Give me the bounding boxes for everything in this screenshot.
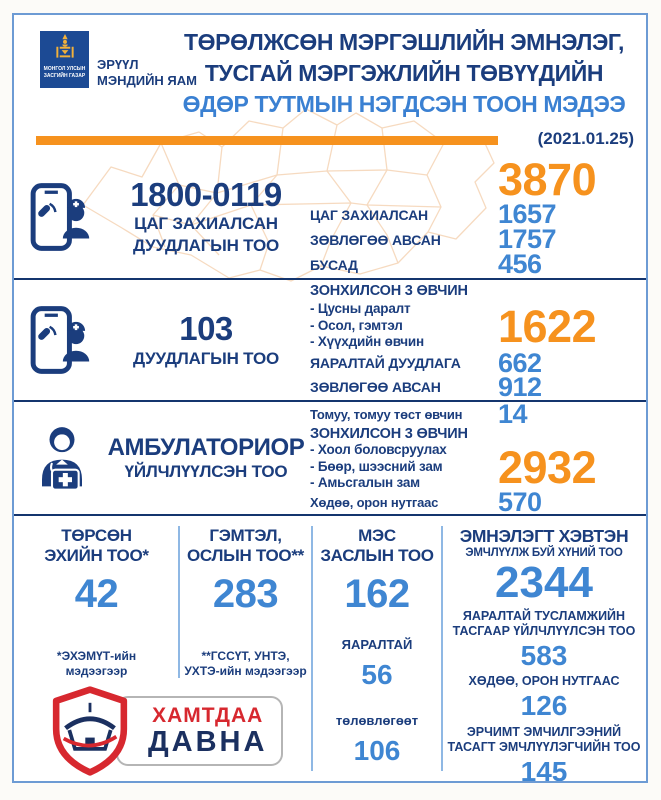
title-line-1: ТӨРӨЛЖСӨН МЭРГЭШЛИЙН ЭМНЭЛЭГ, [184, 29, 624, 55]
rural-value: 570 [498, 486, 542, 517]
header [14, 15, 646, 127]
er-value: 583 [520, 640, 568, 671]
campaign-text-2: ДАВНА [148, 725, 268, 758]
hotline-number: 1800-0119 [130, 176, 282, 214]
stat-label: ЗӨВЛӨГӨӨ АВСАН [310, 231, 441, 248]
ger-shield-icon [44, 684, 136, 778]
top3-list: - Хоол боловсруулах - Бөөр, шээсний зам - Амьсгалын зам [310, 442, 447, 491]
campaign-badge [116, 696, 283, 767]
er-label: ЯАРАЛТАЙ ТУСЛАМЖИЙН ТАСГААР ҮЙЛЧЛҮҮЛСЭН ТОО [452, 609, 636, 638]
top3-header: ЗОНХИЛСОН 3 ӨВЧИН [310, 283, 468, 299]
rural-label: Хөдөө, орон нутгаас [310, 494, 439, 510]
flu-label: Томуу, томуу төст өвчин [310, 406, 463, 422]
hotline-total-value: 3870 [498, 153, 597, 205]
campaign-logo [44, 684, 283, 778]
hotline-label-2: ДУУДЛАГЫН ТОО [132, 235, 279, 255]
injuries-value: 283 [212, 571, 279, 616]
surgery-value: 162 [344, 571, 410, 616]
ambulatory-total-value: 2932 [498, 441, 597, 493]
rural-label: ХӨДӨӨ, ОРОН НУТГААС [468, 674, 620, 689]
stat-value: 662 [498, 347, 542, 378]
ambulatory-label-1: АМБУЛАТОРИОР [107, 433, 305, 461]
column-divider [441, 526, 443, 771]
emergency-total-value: 1622 [498, 300, 597, 352]
surgery-column: МЭС ЗАСЛЫН ТОО 162 ЯАРАЛТАЙ 56 төлөвлөгөөт 106 [312, 524, 442, 783]
hotline-label-1: ЦАГ ЗАХИАЛСАН [134, 214, 278, 234]
icu-value: 145 [520, 755, 568, 783]
phone-operator-icon [29, 177, 95, 257]
births-value: 42 [74, 571, 119, 616]
page-title [172, 27, 636, 120]
section-hotline-1800 [14, 155, 646, 280]
ambulatory-label-2: ҮЙЛЧЛҮҮЛСЭН ТОО [124, 462, 288, 482]
injuries-column: ГЭМТЭЛ, ОСЛЫН ТОО** 283 **ГССҮТ, УНТЭ, УХТЭ-ийн мэдээгээр [184, 526, 307, 679]
date-bar [14, 127, 646, 155]
orange-divider-bar [36, 136, 498, 145]
column-divider [178, 526, 180, 678]
content-frame [12, 13, 648, 783]
inpatient-value: 2344 [495, 558, 593, 607]
column-divider [311, 526, 313, 771]
surgery-urgent-value: 56 [361, 658, 393, 690]
stat-label: ЗӨВЛӨГӨӨ АВСАН [310, 379, 441, 395]
top3-list: - Цусны даралт - Осол, гэмтэл - Хүүхдийн өвчин [310, 301, 424, 350]
inpatient-column [442, 524, 646, 783]
surgery-planned-value: 106 [353, 734, 401, 766]
emergency-label: ДУУДЛАГЫН ТОО [132, 348, 279, 368]
stat-label: ЯАРАЛТАЙ ДУУДЛАГА [310, 355, 461, 371]
title-line-3: ӨДӨР ТУТМЫН НЭГДСЭН ТООН МЭДЭЭ [182, 91, 626, 118]
soyombo-emblem-icon [56, 34, 74, 64]
government-logo [40, 31, 89, 88]
report-date: (2021.01.25) [537, 129, 634, 148]
government-logo-text: МОНГОЛ УЛСЫН ЗАСГИЙН ГАЗАР [43, 66, 86, 79]
flu-value: 14 [498, 398, 528, 429]
bottom-stats [14, 516, 646, 783]
stat-label: ЦАГ ЗАХИАЛСАН [310, 206, 428, 223]
surgery-planned-label: төлөвлөгөөт [335, 712, 419, 728]
emergency-number: 103 [179, 310, 233, 348]
title-line-2: ТУСГАЙ МЭРГЭЖЛИЙН ТӨВҮҮДИЙН [204, 60, 604, 87]
phone-operator-icon [29, 300, 95, 380]
stat-value: 912 [498, 371, 542, 402]
injuries-footnote: **ГССҮТ, УНТЭ, УХТЭ-ийн мэдээгээр [184, 648, 307, 679]
births-column: ТӨРСӨН ЭХИЙН ТОО* 42 *ЭХЭМҮТ-ийн мэдээгээр [14, 524, 179, 783]
surgery-urgent-label: ЯАРАЛТАЙ [341, 636, 413, 652]
section-emergency-103 [14, 280, 646, 402]
stat-value: 1657 [498, 199, 557, 230]
inpatient-title: ЭМНЭЛЭГТ ХЭВТЭН [459, 526, 629, 546]
stat-value: 456 [498, 249, 542, 280]
icu-label: ЭРЧИМТ ЭМЧИЛГЭЭНИЙ ТАСАГТ ЭМЧЛҮҮЛЭГЧИЙН ТОО [447, 724, 641, 754]
campaign-text-1: ХАМТДАА [152, 703, 264, 727]
section-ambulatory [14, 398, 646, 517]
rural-value: 126 [520, 690, 568, 722]
stat-label: БУСАД [310, 256, 358, 273]
births-footnote: *ЭХЭМҮТ-ийн мэдээгээр [56, 648, 137, 679]
inpatient-subtitle: ЭМЧЛҮҮЛЖ БУЙ ХҮНИЙ ТОО [465, 547, 623, 559]
top3-header: ЗОНХИЛСОН 3 ӨВЧИН [310, 426, 468, 442]
nurse-icon [27, 418, 97, 498]
ministry-name: ЭРҮҮЛ МЭНДИЙН ЯАМ [97, 57, 197, 88]
stat-value: 1757 [498, 224, 557, 255]
